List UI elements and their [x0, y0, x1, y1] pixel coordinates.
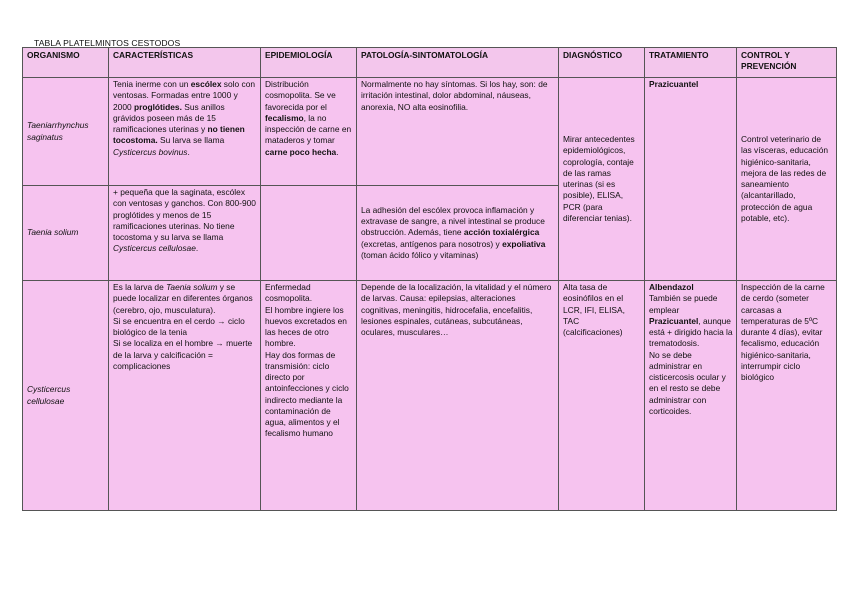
bold-term: Prazicuantel [649, 315, 699, 326]
bold-term: Albendazol [649, 282, 694, 292]
diagnostico-cell [559, 281, 645, 511]
patologia-cell [357, 281, 559, 511]
bold-term: Prazicuantel [649, 79, 699, 89]
text-span: (toman ácido fólico y vitaminas) [361, 249, 479, 260]
organismo-cell [23, 281, 109, 511]
text-span: , aunque está + dirigido hacia la trematodosis. [649, 315, 733, 349]
table-row-cellulosae [23, 281, 837, 511]
caracteristicas-cell [109, 281, 261, 511]
text-line [113, 282, 257, 316]
header-organismo: ORGANISMO [23, 48, 109, 78]
text-span: Sus anillos grávidos poseen más de 15 ramificaciones uterinas y [113, 101, 225, 134]
header-tratamiento: TRATAMIENTO [645, 48, 737, 78]
header-diagnostico: DIAGNÓSTICO [559, 48, 645, 78]
header-control: CONTROL Y PREVENCIÓN [737, 48, 837, 78]
bold-term: carne poco hecha [265, 146, 337, 157]
epidemiologia-cell [261, 281, 357, 511]
document-title: TABLA PLATELMINTOS CESTODOS [34, 38, 181, 48]
text-span: Control veterinario de las vísceras, educación higiénico-sanitaria, mejora de las redes de saneamiento (alcantarillado, protección de agua potable, etc). [741, 134, 829, 223]
text-span: Mirar antecedentes epidemiológicos, coprología, contaje de las ramas uterinas (si es posible), ELISA, PCR (para diferenciar tenias). [563, 134, 635, 223]
bold-term: acción toxialérgica [463, 227, 540, 238]
text-span: Tenia inerme con un [113, 79, 191, 89]
italic-term: Cysticercus cellulosae [113, 243, 196, 254]
text-line: Si se encuentra en el cerdo → ciclo biológico de la tenia [113, 315, 245, 337]
tratamiento-cell [645, 281, 737, 511]
text-span: y se puede localizar en diferentes órganos (cerebro, ojo, musculatura). [113, 282, 253, 315]
cestodes-table [22, 47, 837, 511]
header-patologia: PATOLOGÍA-SINTOMATOLOGÍA [357, 48, 559, 78]
tratamiento-cell [645, 78, 737, 281]
text-span: . [336, 146, 339, 157]
header-caracteristicas: CARACTERÍSTICAS [109, 48, 261, 78]
epidemiologia-cell [261, 186, 357, 281]
bold-term: fecalismo [265, 112, 304, 123]
control-cell [737, 78, 837, 281]
text-span: Alta tasa de eosinófilos en el LCR, IFI, ELISA, TAC (calcificaciones) [563, 282, 625, 337]
organismo-name: Taeniarrhynchus saginatus [27, 120, 89, 142]
patologia-cell [357, 78, 559, 186]
text-span: Depende de la localización, la vitalidad y el número de larvas. Causa: epilepsias, alteraciones cognitivas, meningitis, hidrocefalia, encefalitis, lesiones espinales, cutáneas, subcutáneas, oculares, musculares… [361, 282, 552, 337]
text-span: Es la larva de [113, 282, 167, 292]
patologia-cell [357, 186, 559, 281]
organismo-name: Cysticercus cellulosae [27, 384, 71, 406]
text-line: El hombre ingiere los huevos excretados en las heces de otro hombre. [265, 304, 347, 349]
caracteristicas-cell [109, 186, 261, 281]
text-line: Hay dos formas de transmisión: ciclo directo por antoinfecciones y ciclo indirecto mediante la contaminación de agua, alimentos y el fecalismo humano [265, 349, 349, 439]
text-line [649, 293, 733, 349]
text-span: + pequeña que la saginata, escólex con ventosas y ganchos. Con 800-900 proglótides y menos de 15 ramificaciones uterinas. No tiene tocostoma y su larva se llama [113, 187, 256, 242]
bold-term: no tienen tocostoma. [113, 124, 245, 146]
caracteristicas-cell [109, 78, 261, 186]
epidemiologia-cell [261, 78, 357, 186]
text-span: Su larva se llama [157, 135, 225, 146]
table-row-saginatus [23, 78, 837, 186]
text-span: (excretas, antígenos para nosotros) y [361, 238, 503, 249]
organismo-cell [23, 186, 109, 281]
text-line: No se debe administrar en cisticercosis ocular y en el resto se debe administrar con corticoides. [649, 349, 726, 416]
text-span: , la no inspección de carne en mataderos y tomar [265, 112, 352, 146]
table-header-row [23, 48, 837, 78]
text-line: Enfermedad cosmopolita. [265, 282, 313, 304]
header-epidemiologia: EPIDEMIOLOGÍA [261, 48, 357, 78]
bold-term: escólex [190, 79, 222, 89]
text-span: Normalmente no hay síntomas. Si los hay, son: de irritación intestinal, dolor abdominal, náuseas, anorexia, NO alta eosinofilia. [361, 79, 548, 112]
italic-term: Cysticercus bovinus [113, 146, 188, 157]
text-span: . [187, 146, 190, 157]
text-span: solo con ventosas. Formadas entre 1000 y 2000 [113, 79, 256, 112]
organismo-name: Taenia solium [27, 227, 79, 238]
bold-term: proglótides. [133, 101, 182, 112]
diagnostico-cell [559, 78, 645, 281]
text-span: La adhesión del escólex provoca inflamación y extravase de sangre, a nivel intestinal se produce obstrucción. Además, tiene [361, 204, 545, 238]
bold-term: expoliativa [502, 238, 546, 249]
text-span: Inspección de la carne de cerdo (someter carcasas a temperaturas de 5ºC durante 4 días), evitar fecalismo, educación higiénico-sanitaria, interrumpir ciclo biológico [741, 282, 825, 382]
text-span: También se puede emplear [649, 293, 718, 315]
italic-term: Taenia solium [166, 282, 218, 292]
control-cell [737, 281, 837, 511]
text-span: Distribución cosmopolita. Se ve favorecida por el [265, 79, 336, 112]
text-line: Si se localiza en el hombre → muerte de la larva y calcificación = complicaciones [113, 338, 253, 371]
organismo-cell [23, 78, 109, 186]
text-span: . [195, 243, 199, 254]
